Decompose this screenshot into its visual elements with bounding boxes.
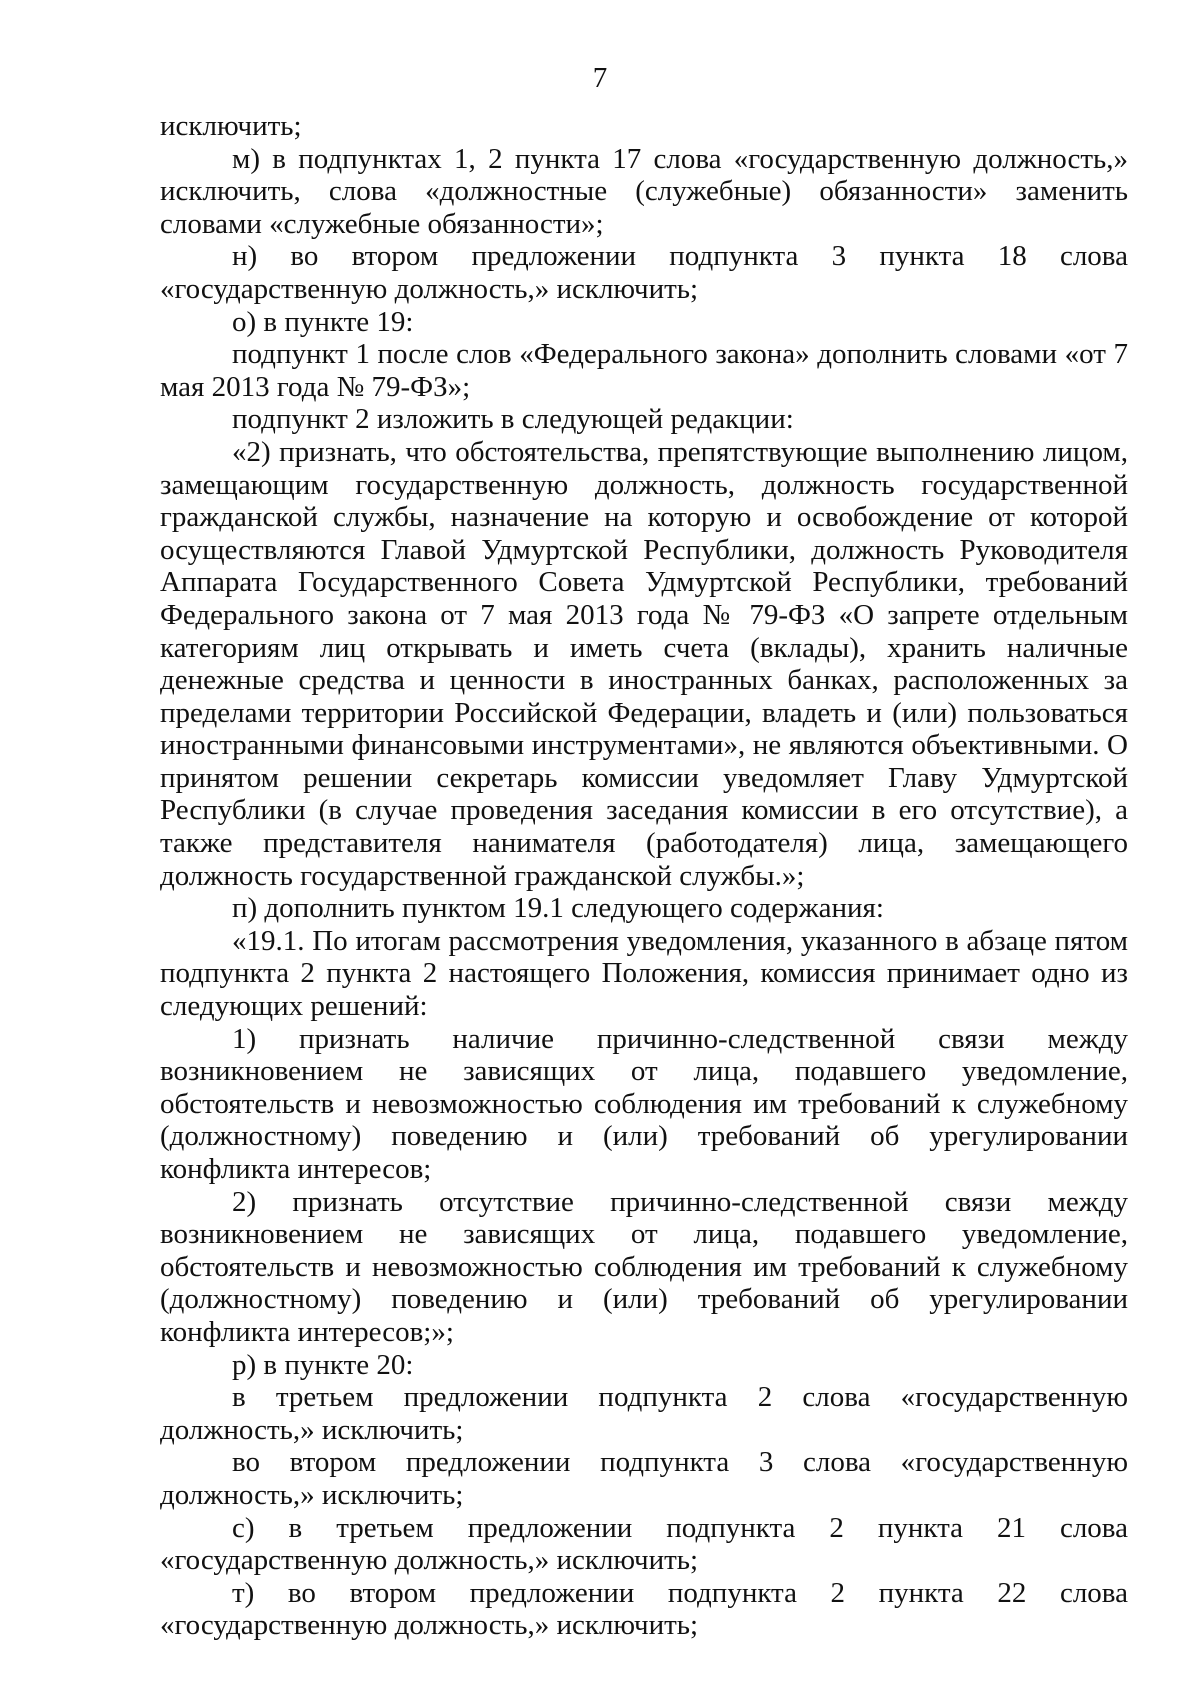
paragraph-item-r: р) в пункте 20: (232, 1348, 414, 1381)
paragraph-item-s: с) в третьем предложении подпункта 2 пункта 21 слова «государственную должность,» исключить; (160, 1511, 1128, 1577)
paragraph-19-1: «19.1. По итогам рассмотрения уведомления, указанного в абзаце пятом подпункта 2 пункта 2 настоящего Положения, комиссия принимает одно из следующих решений: (160, 924, 1128, 1023)
paragraph-item-m: м) в подпунктах 1, 2 пункта 17 слова «государственную должность,» исключить, слова «должностные (служебные) обязанности» заменить словами «служебные обязанности»; (160, 142, 1128, 240)
paragraph-subitem-2: подпункт 2 изложить в следующей редакции: (232, 403, 794, 436)
paragraph-item-t: т) во втором предложении подпункта 2 пункта 22 слова «государственную должность,» исключить; (160, 1576, 1128, 1642)
document-body (160, 110, 1128, 1642)
paragraph-item-o: о) в пункте 19: (232, 305, 414, 338)
paragraph-item-n: н) во втором предложении подпункта 3 пункта 18 слова «государственную должность,» исключить; (160, 240, 1128, 305)
paragraph-item-r-2: во втором предложении подпункта 3 слова «государственную должность,» исключить; (160, 1446, 1128, 1511)
paragraph-item-p: п) дополнить пунктом 19.1 следующего содержания: (232, 892, 884, 925)
page-number: 7 (592, 62, 608, 94)
paragraph-new-wording: «2) признать, что обстоятельства, препятствующие выполнению лицом, замещающим государственную должность, должность государственной гражданской службы, назначение на которую и освобождение от которой осуществляются Главой Удмуртской Республики, должность Руководителя Аппарата Государственного Совета Удмуртской Республики, требований Федерального закона от 7 мая 2013 года № 79-ФЗ «О запрете отдельным категориям лиц открывать и иметь счета (вклады), хранить наличные денежные средства и ценности в иностранных банках, расположенных за пределами территории Российской Федерации, владеть и (или) пользоваться иностранными финансовыми инструментами», не являются объективными. О принятом решении секретарь комиссии уведомляет Главу Удмуртской Республики (в случае проведения заседания комиссии в его отсутствие), а также представителя нанимателя (работодателя) лица, замещающего должность государственной гражданской службы.»; (160, 435, 1128, 892)
paragraph-continuation: исключить; (160, 110, 302, 142)
paragraph-decision-1: 1) признать наличие причинно-следственной связи между возникновением не зависящих от лица, подавшего уведомление, обстоятельств и невозможностью соблюдения им требований к служебному (должностному) поведению и (или) требований об урегулировании конфликта интересов; (160, 1022, 1128, 1185)
paragraph-item-r-1: в третьем предложении подпункта 2 слова «государственную должность,» исключить; (160, 1381, 1128, 1446)
paragraph-decision-2: 2) признать отсутствие причинно-следственной связи между возникновением не зависящих от лица, подавшего уведомление, обстоятельств и невозможностью соблюдения им требований к служебному (должностному) поведению и (или) требований об урегулировании конфликта интересов;»; (160, 1185, 1128, 1348)
paragraph-subitem-1: подпункт 1 после слов «Федерального закона» дополнить словами «от 7 мая 2013 года № 79-ФЗ»; (160, 338, 1128, 403)
